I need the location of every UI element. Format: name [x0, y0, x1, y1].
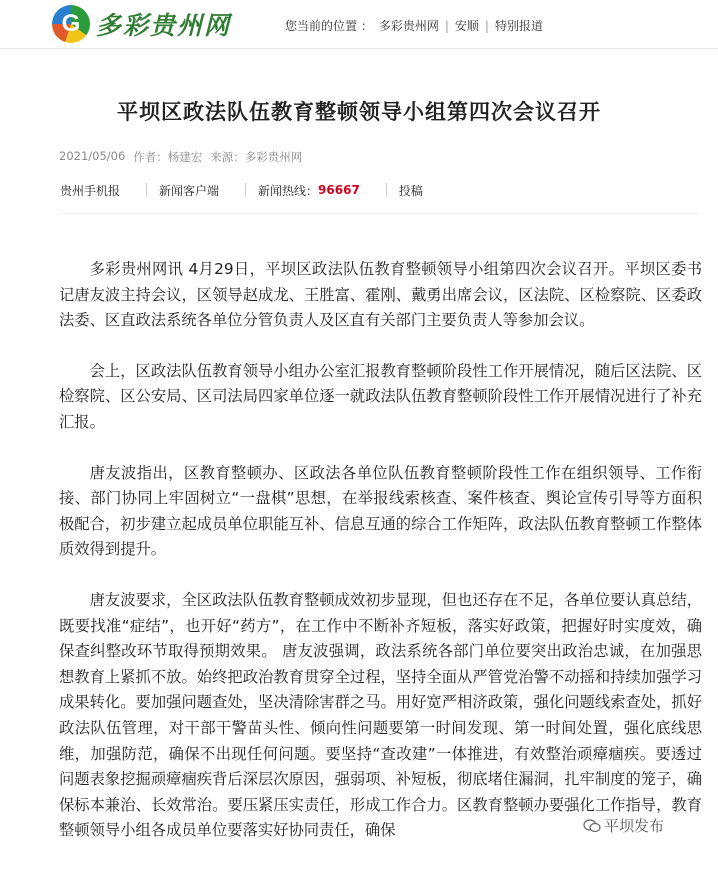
logo-mark-icon: G — [52, 5, 90, 43]
hotline-number: 96667 — [318, 183, 360, 197]
mobile-paper-label: 贵州手机报 — [60, 183, 121, 198]
article-author: 作者：杨建宏 — [133, 150, 203, 164]
article-source: 来源：多彩贵州网 — [210, 150, 303, 164]
article-paragraph: 唐友波指出，区教育整顿办、区政法各单位队伍教育整顿阶段性工作在组织领导、工作衔接、部门协同上牢固树立“一盘棋”思想，在举报线索核查、案件核查、舆论宣传引导等方面积极配合，初步建立起成员单位职能互补、信息互通的综合工作矩阵，政法队伍教育整顿工作整体质效得到提升。 — [59, 463, 702, 559]
toolbar-divider — [245, 183, 246, 197]
location-label: 您当前的位置 ： — [285, 19, 373, 33]
toolbar-divider — [386, 183, 387, 197]
breadcrumb-separator: | — [484, 18, 489, 33]
article-meta — [59, 149, 302, 165]
share-toolbar — [60, 176, 449, 204]
submit-label: 投稿 — [398, 183, 423, 198]
section-divider — [59, 213, 699, 214]
watermark-text: 平坝发布 — [604, 817, 665, 835]
article-paragraph: 多彩贵州网讯 4月29日，平坝区政法队伍教育整顿领导小组第四次会议召开。平坝区委书记唐友波主持会议，区领导赵成龙、王胜富、霍刚、戴勇出席会议，区法院、区检察院、区委政法委、区直政法系统各单位分管负责人及区直有关部门主要负责人等参加会议。 — [59, 260, 702, 330]
toolbar-divider — [146, 183, 147, 197]
news-client-link[interactable] — [159, 182, 219, 199]
breadcrumb-link-anshun[interactable]: 安顺 — [454, 19, 479, 33]
wechat-watermark — [583, 815, 664, 836]
site-header — [0, 0, 718, 49]
hotline — [258, 182, 360, 199]
wechat-icon — [583, 819, 601, 833]
breadcrumb-link-special[interactable]: 特别报道 — [494, 19, 543, 33]
breadcrumb — [285, 17, 543, 34]
news-client-label: 新闻客户端 — [159, 183, 220, 198]
site-logo[interactable] — [52, 4, 282, 44]
article-paragraph: 会上，区政法队伍教育领导小组办公室汇报教育整顿阶段性工作开展情况，随后区法院、区检察院、区公安局、区司法局四家单位逐一就政法队伍教育整顿阶段性工作开展情况进行了补充汇报。 — [59, 361, 702, 431]
hotline-label: 新闻热线： — [258, 183, 319, 198]
article-date: 2021/05/06 — [59, 149, 126, 163]
article-body — [59, 257, 702, 869]
article-paragraph: 唐友波要求，全区政法队伍教育整顿成效初步显现，但也还存在不足，各单位要认真总结，既要找准“症结”，也开好“药方”，在工作中不断补齐短板，落实好政策，把握好时实度效，确保查纠整改环节取得预期效果。 唐友波强调，政法系统各部门单位要突出政治忠诚，在加强思想教育上紧抓不放。始终把政治教育贯穿全过程，坚持全面从严管党治警不动摇和持续加强学习成果转化。要加强问题查处，坚决清除害群之马。用好宽严相济政策，强化问题线索查处，抓好政法队伍管理，对干部干警苗头性、倾向性问题要第一时间发现、第一时间处置，强化底线思维，加强防范，确保不出现任何问题。要坚持“查改建”一体推进，有效整治顽瘴痼疾。要透过问题表象挖掘顽瘴痼疾背后深层次原因，强弱项、补短板，彻底堵住漏洞，扎牢制度的笼子，确保标本兼治、长效常治。要压紧压实责任，形成工作合力。区教育整顿办要强化工作指导，教育整顿领导小组各成员单位要落实好协同责任，确保 — [59, 590, 702, 840]
breadcrumb-link-home[interactable]: 多彩贵州网 — [378, 19, 439, 33]
logo-text: 多彩贵州网 — [96, 11, 232, 40]
submit-link[interactable] — [399, 182, 423, 199]
article-title: 平坝区政法队伍教育整顿领导小组第四次会议召开 — [117, 99, 601, 124]
mobile-paper-link[interactable] — [60, 182, 120, 199]
breadcrumb-separator: | — [444, 18, 449, 33]
